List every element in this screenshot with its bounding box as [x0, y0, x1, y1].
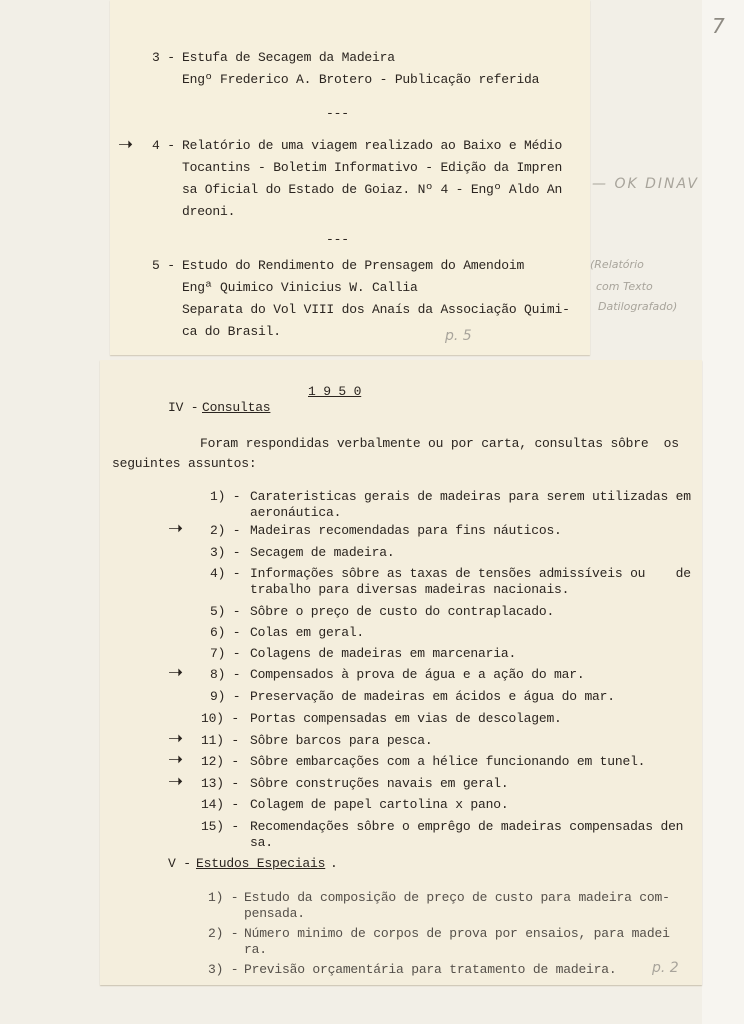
- consulta-number: 1) -: [210, 489, 241, 504]
- consulta-line: Sôbre embarcações com a hélice funcionando em tunel.: [250, 754, 646, 769]
- clipping-item-line: Estudo do Rendimento de Prensagem do Amendoim: [182, 258, 525, 273]
- estudo-line: Número minimo de corpos de prova por ensaios, para madei: [244, 926, 670, 941]
- consulta-line: aeronáutica.: [250, 505, 342, 520]
- consulta-line: Informações sôbre as taxas de tensões admissíveis ou de: [250, 566, 691, 581]
- handwritten-page-note-2: p. 2: [652, 960, 679, 976]
- section-numeral: V -: [168, 856, 191, 871]
- consulta-number: 9) -: [210, 689, 241, 704]
- section-title-suffix: .: [330, 856, 338, 871]
- section-numeral: IV -: [168, 400, 199, 415]
- background-strip: [702, 0, 744, 1024]
- consulta-line: trabalho para diversas madeiras nacionais.: [250, 582, 570, 597]
- hand-drawn-arrow-icon: ➝: [168, 771, 184, 792]
- estudo-number: 3) -: [208, 962, 239, 977]
- section-title-consultas: Consultas: [202, 400, 271, 415]
- clipping-item-line: Relatório de uma viagem realizado ao Baixo e Médio: [182, 138, 563, 153]
- clipping-item-line: Estufa de Secagem da Madeira: [182, 50, 395, 65]
- year-heading: 1 9 5 0: [308, 384, 362, 399]
- intro-line: seguintes assuntos:: [112, 456, 257, 471]
- consulta-number: 15) -: [201, 819, 240, 834]
- consulta-number: 5) -: [210, 604, 241, 619]
- consulta-line: Colagens de madeiras em marcenaria.: [250, 646, 517, 661]
- hand-drawn-arrow-icon: ➝: [168, 728, 184, 749]
- estudo-number: 2) -: [208, 926, 239, 941]
- handwritten-page-note-5: p. 5: [445, 328, 472, 344]
- clipping-item-line: ca do Brasil.: [182, 324, 281, 339]
- clipping-item-line: sa Oficial do Estado de Goiaz. Nº 4 - Engº Aldo An: [182, 182, 563, 197]
- hand-drawn-arrow-icon: ➝: [118, 134, 134, 155]
- hand-drawn-arrow-icon: ➝: [168, 518, 184, 539]
- consulta-line: Madeiras recomendadas para fins náuticos.: [250, 523, 562, 538]
- estudo-number: 1) -: [208, 890, 239, 905]
- consulta-line: Portas compensadas em vias de descolagem.: [250, 711, 562, 726]
- consulta-number: 2) -: [210, 523, 241, 538]
- consulta-number: 13) -: [201, 776, 240, 791]
- clipping-item-number: 3 -: [152, 50, 175, 65]
- consulta-line: Secagem de madeira.: [250, 545, 395, 560]
- handwritten-note-ok: — OK DINAV: [592, 176, 699, 192]
- estudo-line: Previsão orçamentária para tratamento de madeira.: [244, 962, 617, 977]
- clipping-item-line: Engª Quimico Vinicius W. Callia: [182, 280, 418, 295]
- consulta-number: 14) -: [201, 797, 240, 812]
- clipping-item-line: Engº Frederico A. Brotero - Publicação referida: [182, 72, 540, 87]
- handwritten-note-relatorio-3: Datilografado): [598, 300, 678, 313]
- consulta-line: Carateristicas gerais de madeiras para serem utilizadas em: [250, 489, 691, 504]
- consulta-number: 8) -: [210, 667, 241, 682]
- separator: ---: [326, 106, 349, 121]
- consulta-line: Preservação de madeiras em ácidos e água do mar.: [250, 689, 615, 704]
- hand-drawn-arrow-icon: ➝: [168, 749, 184, 770]
- clipping-item-line: dreoni.: [182, 204, 236, 219]
- clipping-item-line: Tocantins - Boletim Informativo - Edição da Impren: [182, 160, 563, 175]
- consulta-line: Sôbre barcos para pesca.: [250, 733, 433, 748]
- consulta-line: Compensados à prova de água e a ação do mar.: [250, 667, 585, 682]
- clipping-item-number: 4 -: [152, 138, 175, 153]
- consulta-number: 4) -: [210, 566, 241, 581]
- consulta-number: 12) -: [201, 754, 240, 769]
- clipping-item-line: Separata do Vol VIII dos Anaís da Associação Quimi-: [182, 302, 570, 317]
- handwritten-page-number: 7: [712, 14, 725, 38]
- estudo-line: pensada.: [244, 906, 305, 921]
- handwritten-note-relatorio-2: com Texto: [596, 280, 653, 293]
- consulta-line: Sôbre o preço de custo do contraplacado.: [250, 604, 555, 619]
- consulta-line: Colas em geral.: [250, 625, 365, 640]
- consulta-line: Sôbre construções navais em geral.: [250, 776, 509, 791]
- intro-line: Foram respondidas verbalmente ou por carta, consultas sôbre os: [200, 436, 679, 451]
- estudo-line: Estudo da composição de preço de custo para madeira com-: [244, 890, 670, 905]
- consulta-number: 11) -: [201, 733, 240, 748]
- section-title-estudos: Estudos Especiais: [196, 856, 326, 871]
- consulta-line: sa.: [250, 835, 273, 850]
- consulta-number: 10) -: [201, 711, 240, 726]
- handwritten-note-relatorio-1: (Relatório: [590, 258, 644, 271]
- estudo-line: ra.: [244, 942, 267, 957]
- consulta-line: Recomendações sôbre o emprêgo de madeiras compensadas den: [250, 819, 684, 834]
- consulta-number: 3) -: [210, 545, 241, 560]
- separator: ---: [326, 232, 349, 247]
- consulta-number: 7) -: [210, 646, 241, 661]
- clipping-item-number: 5 -: [152, 258, 175, 273]
- consulta-line: Colagem de papel cartolina x pano.: [250, 797, 509, 812]
- consulta-number: 6) -: [210, 625, 241, 640]
- hand-drawn-arrow-icon: ➝: [168, 662, 184, 683]
